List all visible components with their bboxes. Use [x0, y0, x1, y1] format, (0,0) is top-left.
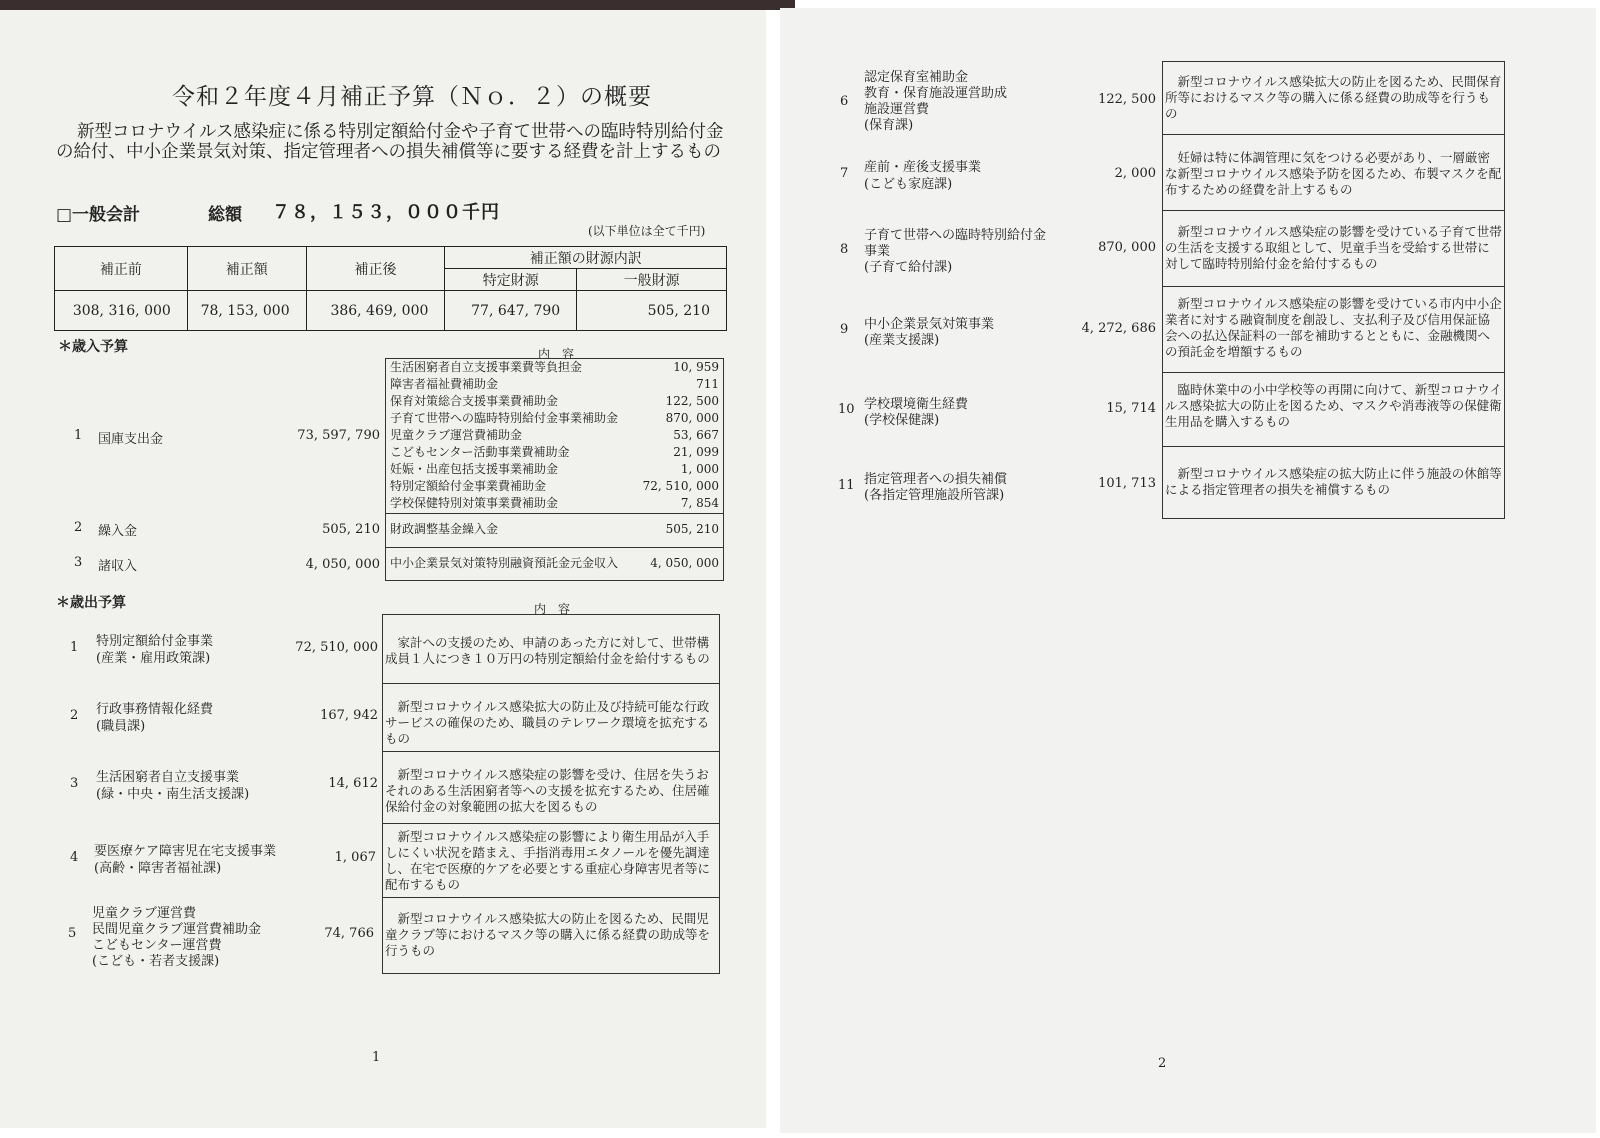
revenue-detail-row: 妊娠・出産包括支援事業補助金 1, 000: [390, 462, 719, 476]
divider: [383, 751, 719, 752]
expenditure-desc: 新型コロナウイルス感染症の影響を受けている市内中小企業者に対する融資制度を創設し、支払利子及び信用保証協会への払込保証料の一部を補助するとともに、金融機関への預託金を増額するもの: [1165, 296, 1502, 359]
expenditure-item-no: 6: [840, 94, 849, 109]
expenditure-item-amount: 122, 500: [1098, 92, 1156, 107]
expenditure-item-amount: 14, 612: [328, 776, 378, 791]
revenue-heading: ＊歳入予算: [58, 339, 128, 355]
expenditure-item-amount: 72, 510, 000: [295, 640, 378, 655]
document-page-2: [780, 8, 1596, 1133]
value-amount: 78, 153, 000: [187, 291, 306, 331]
revenue-item-name: 国庫支出金: [98, 432, 164, 447]
expenditure-item-dept: (こども・若者支援課): [92, 954, 220, 969]
revenue-item-amount: 73, 597, 790: [297, 428, 380, 443]
expenditure-item-amount: 74, 766: [324, 926, 374, 941]
summary-table: [54, 246, 727, 331]
divider: [1163, 372, 1504, 373]
expenditure-desc: 新型コロナウイルス感染症の影響を受けている子育て世帯の生活を支援する取組として、児童手当を受給する世帯に対して臨時特別給付金を給付するもの: [1165, 224, 1502, 271]
expenditure-desc: 新型コロナウイルス感染症の影響により衛生用品が入手しにくい状況を踏まえ、手指消毒用エタノールを優先調達し、在宅で医療的ケアを必要とする重症心身障害児者等に配布するもの: [385, 829, 711, 892]
revenue-detail-row: 財政調整基金繰入金 505, 210: [390, 522, 719, 536]
expenditure-item-name: 認定保育室補助金: [864, 70, 969, 85]
revenue-detail-row: 生活困窮者自立支援事業費等負担金 10, 959: [390, 360, 719, 374]
header-source: 補正額の財源内訳: [445, 247, 727, 269]
document-page-1: [0, 10, 766, 1128]
total-value: ７８，１５３，０００千円: [272, 202, 500, 223]
revenue-content-header: 内 容: [538, 347, 575, 361]
divider: [383, 823, 719, 824]
revenue-detail-box: [385, 358, 724, 581]
expenditure-item-name: 行政事務情報化経費: [96, 702, 214, 717]
revenue-detail-row: 児童クラブ運営費補助金 53, 667: [390, 428, 719, 442]
expenditure-item-dept: (子育て給付課): [864, 260, 953, 275]
revenue-detail-row: 保育対策総合支援事業費補助金 122, 500: [390, 394, 719, 408]
expenditure-item-name: 事業: [864, 244, 891, 259]
expenditure-item-dept: (保育課): [864, 118, 914, 133]
revenue-detail-row: 子育て世帯への臨時特別給付金事業補助金 870, 000: [390, 411, 719, 425]
revenue-item-amount: 4, 050, 000: [305, 557, 380, 572]
revenue-item-no: 1: [74, 428, 83, 443]
revenue-detail-row: 学校保健特別対策事業費補助金 7, 854: [390, 496, 719, 510]
revenue-detail-row: 障害者福祉費補助金 711: [390, 377, 719, 391]
expenditure-item-name: 中小企業景気対策事業: [864, 317, 995, 332]
expenditure-item-amount: 15, 714: [1106, 401, 1156, 416]
revenue-item-name: 諸収入: [98, 559, 138, 574]
revenue-detail-row: 中小企業景気対策特別融資預託金元金収入 4, 050, 000: [390, 556, 719, 570]
expenditure-item-no: 1: [70, 640, 79, 655]
header-general-source: 一般財源: [577, 269, 727, 291]
expenditure-item-name: 産前・産後支援事業: [864, 160, 982, 175]
summary-text: 新型コロナウイルス感染症に係る特別定額給付金や子育て世帯への臨時特別給付金の給付、中小企業景気対策、指定管理者への損失補償等に要する経費を計上するもの: [56, 122, 724, 162]
page-title: 令和２年度４月補正予算（Ｎｏ．２）の概要: [172, 84, 652, 110]
expenditure-item-no: 7: [840, 166, 849, 181]
expenditure-item-no: 3: [70, 776, 79, 791]
expenditure-desc: 新型コロナウイルス感染拡大の防止を図るため、民間保育所等におけるマスク等の購入に係る経費の助成等を行うもの: [1165, 74, 1502, 121]
expenditure-item-no: 9: [840, 322, 849, 337]
expenditure-detail-box: [1162, 61, 1505, 519]
expenditure-item-amount: 1, 067: [334, 850, 376, 865]
expenditure-item-name: 要医療ケア障害児在宅支援事業: [94, 844, 277, 859]
divider: [1163, 286, 1504, 287]
expenditure-item-name: 教育・保育施設運営助成: [864, 86, 1008, 101]
expenditure-item-dept: (産業・雇用政策課): [96, 651, 211, 666]
expenditure-item-name: 学校環境衛生経費: [864, 397, 969, 412]
expenditure-item-no: 11: [838, 478, 855, 493]
expenditure-desc: 新型コロナウイルス感染拡大の防止及び持続可能な行政サービスの確保のため、職員のテレワーク環境を拡充するもの: [385, 699, 710, 746]
expenditure-content-header: 内 容: [534, 602, 571, 616]
expenditure-item-name: 特別定額給付金事業: [96, 634, 214, 649]
page-number: 1: [372, 1050, 381, 1065]
expenditure-item-dept: (学校保健課): [864, 413, 940, 428]
expenditure-item-name: 児童クラブ運営費: [92, 906, 197, 921]
expenditure-item-name: 施設運営費: [864, 102, 930, 117]
general-account-label: □一般会計: [56, 205, 141, 225]
expenditure-item-no: 2: [70, 708, 79, 723]
expenditure-heading: ＊歳出予算: [56, 595, 126, 611]
expenditure-item-amount: 870, 000: [1098, 240, 1156, 255]
expenditure-desc: 妊婦は特に体調管理に気をつける必要があり、一層厳密な新型コロナウイルス感染予防を図るため、布製マスクを配布するための経費を計上するもの: [1165, 150, 1502, 197]
expenditure-item-dept: (職員課): [96, 719, 146, 734]
expenditure-desc: 家計への支援のため、申請のあった方に対して、世帯構成員１人につき１０万円の特別定額給付金を給付するもの: [385, 635, 710, 666]
revenue-item-amount: 505, 210: [322, 522, 380, 537]
scan-edge: [0, 0, 795, 10]
expenditure-item-amount: 167, 942: [320, 708, 378, 723]
expenditure-item-amount: 101, 713: [1098, 476, 1156, 491]
expenditure-item-dept: (こども家庭課): [864, 177, 953, 192]
divider: [386, 547, 723, 548]
expenditure-desc: 臨時休業中の小中学校等の再開に向けて、新型コロナウイルス感染拡大の防止を図るため、マスクや消毒液等の保健衛生用品を購入するもの: [1165, 382, 1502, 429]
divider: [386, 513, 723, 514]
expenditure-item-no: 5: [68, 926, 77, 941]
revenue-detail-row: 特別定額給付金事業費補助金 72, 510, 000: [390, 479, 719, 493]
expenditure-item-amount: 2, 000: [1114, 166, 1156, 181]
expenditure-item-name: 民間児童クラブ運営費補助金: [92, 922, 262, 937]
expenditure-desc: 新型コロナウイルス感染症の影響を受け、住居を失うおそれのある生活困窮者等への支援を拡充するため、住居確保給付金の対象範囲の拡大を図るもの: [385, 767, 710, 814]
divider: [1163, 446, 1504, 447]
total-label: 総額: [208, 205, 242, 225]
value-after: 386, 469, 000: [306, 291, 445, 331]
revenue-item-no: 2: [74, 520, 83, 535]
value-specific-source: 77, 647, 790: [445, 291, 577, 331]
revenue-item-no: 3: [74, 555, 83, 570]
expenditure-detail-box: [382, 614, 720, 974]
header-specific-source: 特定財源: [445, 269, 577, 291]
expenditure-item-no: 10: [838, 402, 855, 417]
revenue-item-name: 繰入金: [98, 524, 138, 539]
header-after: 補正後: [306, 247, 445, 291]
unit-note: (以下単位は全て千円): [588, 224, 706, 238]
page-number: 2: [1158, 1056, 1167, 1071]
expenditure-item-dept: (高齢・障害者福祉課): [94, 861, 222, 876]
divider: [1163, 210, 1504, 211]
divider: [383, 897, 719, 898]
expenditure-desc: 新型コロナウイルス感染拡大の防止を図るため、民間児童クラブ等におけるマスク等の購入に係る経費の助成等を行うもの: [385, 911, 711, 958]
revenue-detail-row: こどもセンター活動事業費補助金 21, 099: [390, 445, 719, 459]
expenditure-item-no: 8: [840, 242, 849, 257]
expenditure-item-no: 4: [70, 850, 79, 865]
expenditure-item-name: こどもセンター運営費: [92, 938, 222, 953]
expenditure-item-amount: 4, 272, 686: [1081, 321, 1156, 336]
divider: [1163, 134, 1504, 135]
value-before: 308, 316, 000: [55, 291, 188, 331]
expenditure-item-name: 子育て世帯への臨時特別給付金: [864, 228, 1047, 243]
divider: [383, 683, 719, 684]
expenditure-item-dept: (各指定管理施設所管課): [864, 488, 1005, 503]
expenditure-item-dept: (産業支援課): [864, 333, 940, 348]
value-general-source: 505, 210: [577, 291, 727, 331]
expenditure-desc: 新型コロナウイルス感染症の拡大防止に伴う施設の休館等による指定管理者の損失を補償するもの: [1165, 466, 1502, 497]
expenditure-item-name: 指定管理者への損失補償: [864, 472, 1008, 487]
expenditure-item-name: 生活困窮者自立支援事業: [96, 770, 240, 785]
header-before: 補正前: [55, 247, 188, 291]
expenditure-item-dept: (緑・中央・南生活支援課): [96, 787, 250, 802]
header-amount: 補正額: [187, 247, 306, 291]
